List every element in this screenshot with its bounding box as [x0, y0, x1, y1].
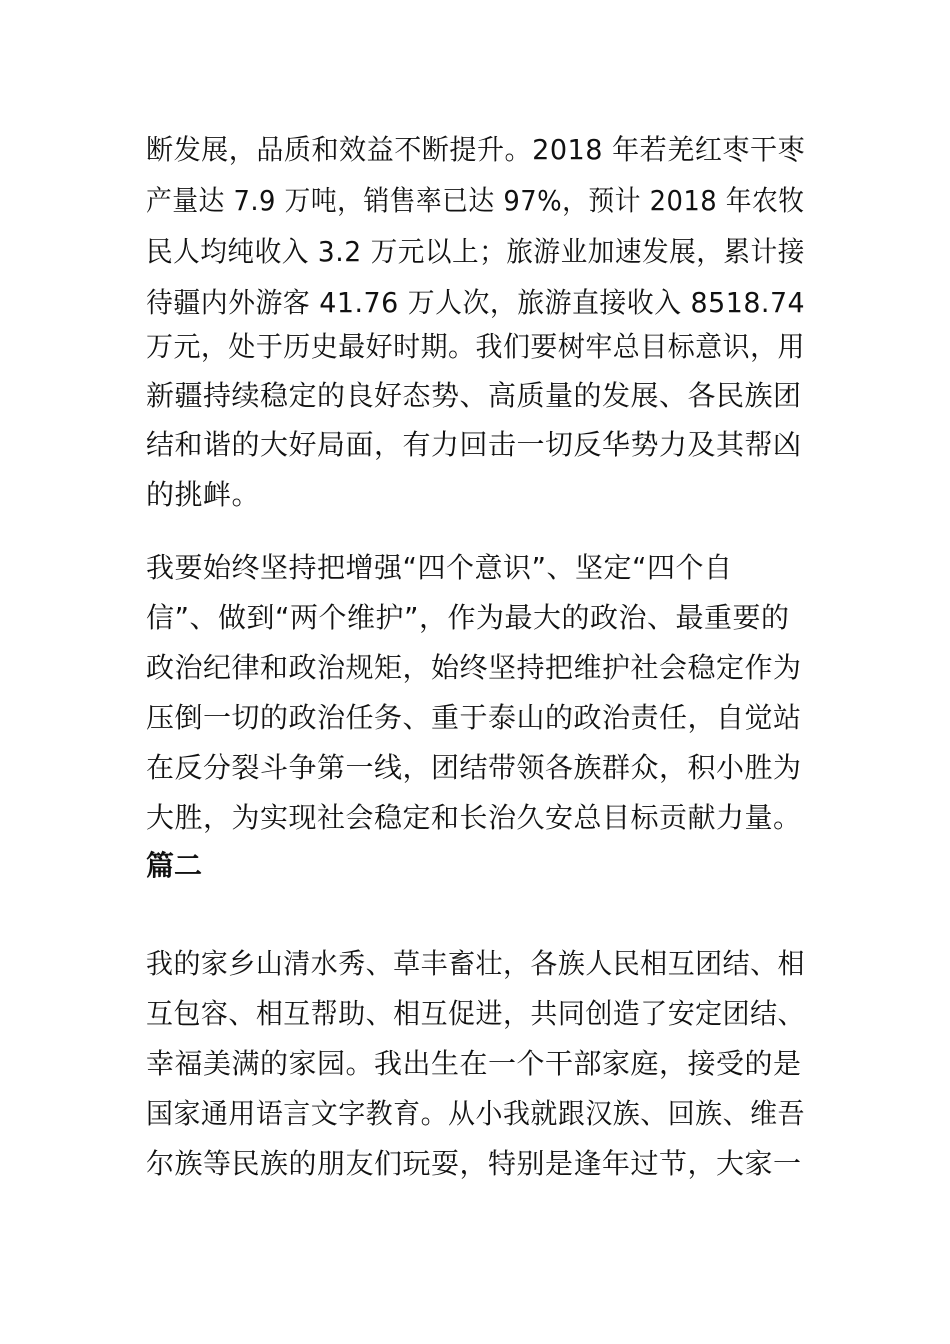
paragraph-1-line-1: 断发展，品质和效益不断提升。2018 年若羌红枣干枣 [146, 133, 806, 166]
paragraph-2-line-6: 大胜，为实现社会稳定和长治久安总目标贡献力量。 [146, 801, 802, 834]
paragraph-2-line-5: 在反分裂斗争第一线，团结带领各族群众，积小胜为 [146, 751, 802, 784]
paragraph-1-line-7: 结和谐的大好局面，有力回击一切反华势力及其帮凶 [146, 428, 802, 461]
paragraph-1-line-6: 新疆持续稳定的良好态势、高质量的发展、各民族团 [146, 379, 802, 412]
paragraph-2-line-4: 压倒一切的政治任务、重于泰山的政治责任，自觉站 [146, 701, 802, 734]
paragraph-2-line-3: 政治纪律和政治规矩，始终坚持把维护社会稳定作为 [146, 651, 802, 684]
paragraph-2-line-2: 信”、做到“两个维护”，作为最大的政治、最重要的 [146, 601, 790, 634]
section-heading: 篇二 [146, 849, 203, 882]
paragraph-1-line-8: 的挑衅。 [146, 478, 261, 511]
paragraph-2-line-1: 我要始终坚持把增强“四个意识”、坚定“四个自 [146, 551, 733, 584]
paragraph-1-line-4: 待疆内外游客 41.76 万人次，旅游直接收入 8518.74 [146, 286, 806, 319]
paragraph-3-line-5: 尔族等民族的朋友们玩耍，特别是逢年过节，大家一 [146, 1147, 802, 1180]
paragraph-3-line-4: 国家通用语言文字教育。从小我就跟汉族、回族、维吾 [146, 1097, 806, 1130]
paragraph-3-line-3: 幸福美满的家园。我出生在一个干部家庭，接受的是 [146, 1047, 802, 1080]
paragraph-3-line-2: 互包容、相互帮助、相互促进，共同创造了安定团结、 [146, 997, 806, 1030]
paragraph-1-line-3: 民人均纯收入 3.2 万元以上；旅游业加速发展，累计接 [146, 235, 805, 268]
paragraph-3-line-1: 我的家乡山清水秀、草丰畜壮，各族人民相互团结、相 [146, 947, 806, 980]
paragraph-1-line-5: 万元，处于历史最好时期。我们要树牢总目标意识，用 [146, 330, 806, 363]
paragraph-1-line-2: 产量达 7.9 万吨，销售率已达 97%，预计 2018 年农牧 [146, 184, 805, 217]
